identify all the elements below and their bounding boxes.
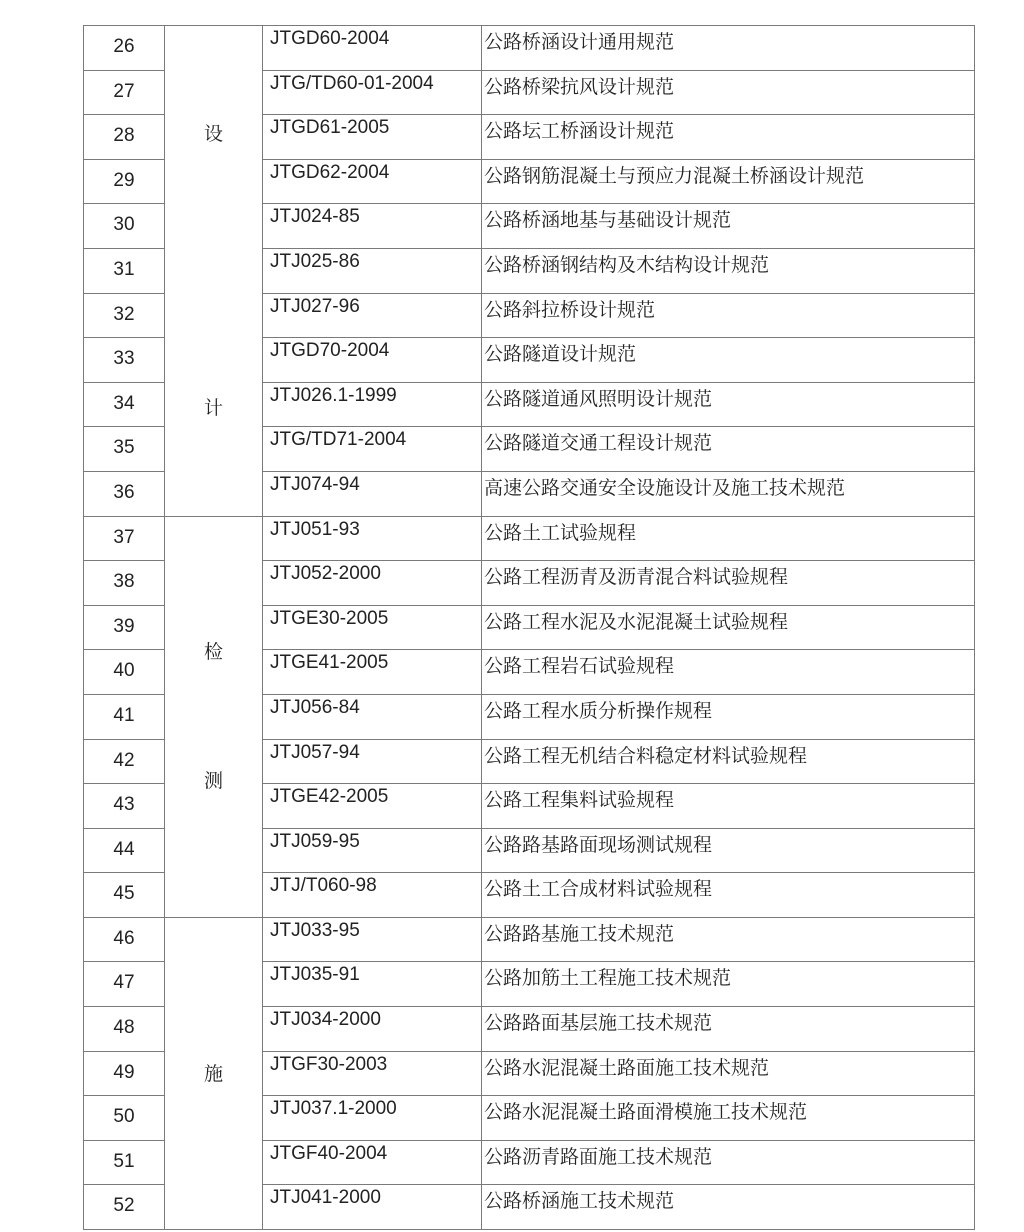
standard-title: 公路钢筋混凝土与预应力混凝土桥涵设计规范: [482, 159, 975, 204]
row-number: 32: [84, 293, 165, 338]
standard-title: 公路工程岩石试验规程: [482, 650, 975, 695]
standard-title: 公路坛工桥涵设计规范: [482, 115, 975, 160]
standard-title: 公路工程水泥及水泥混凝土试验规程: [482, 605, 975, 650]
row-number: 41: [84, 694, 165, 739]
row-number: 50: [84, 1096, 165, 1141]
table-row: [84, 917, 975, 962]
row-number: 38: [84, 561, 165, 606]
standard-code: JTJ033-95: [263, 917, 482, 962]
standard-title: 公路水泥混凝土路面施工技术规范: [482, 1051, 975, 1096]
standard-code: JTJ027-96: [263, 293, 482, 338]
row-number: 35: [84, 427, 165, 472]
row-number: 49: [84, 1051, 165, 1096]
row-number: 36: [84, 471, 165, 516]
standard-title: 公路土工试验规程: [482, 516, 975, 561]
standard-title: 公路路基路面现场测试规程: [482, 828, 975, 873]
row-number: 27: [84, 70, 165, 115]
category-char: 施: [203, 1062, 223, 1085]
standards-table-body: [84, 26, 975, 1230]
standard-title: 公路隧道通风照明设计规范: [482, 382, 975, 427]
row-number: 31: [84, 248, 165, 293]
row-number: 33: [84, 338, 165, 383]
row-number: 28: [84, 115, 165, 160]
row-number: 47: [84, 962, 165, 1007]
row-number: 30: [84, 204, 165, 249]
standard-title: 公路斜拉桥设计规范: [482, 293, 975, 338]
standard-code: JTGE30-2005: [263, 605, 482, 650]
row-number: 45: [84, 873, 165, 918]
category-cell-design: [165, 26, 263, 517]
standard-code: JTJ035-91: [263, 962, 482, 1007]
standard-code: JTJ025-86: [263, 248, 482, 293]
standard-title: 公路隧道设计规范: [482, 338, 975, 383]
category-cell-testing: [165, 516, 263, 917]
standard-title: 公路桥涵施工技术规范: [482, 1185, 975, 1230]
standard-code: JTJ057-94: [263, 739, 482, 784]
standard-code: JTGE42-2005: [263, 784, 482, 829]
standards-table: [83, 25, 975, 1230]
standard-title: 公路路基施工技术规范: [482, 917, 975, 962]
standard-title: 公路桥涵钢结构及木结构设计规范: [482, 248, 975, 293]
standard-title: 公路沥青路面施工技术规范: [482, 1140, 975, 1185]
standard-code: JTGD61-2005: [263, 115, 482, 160]
standard-title: 公路工程无机结合料稳定材料试验规程: [482, 739, 975, 784]
standard-code: JTJ056-84: [263, 694, 482, 739]
standard-code: JTGE41-2005: [263, 650, 482, 695]
row-number: 42: [84, 739, 165, 784]
standard-title: 公路桥涵设计通用规范: [482, 26, 975, 71]
standard-title: 公路工程集料试验规程: [482, 784, 975, 829]
standard-code: JTG/TD60-01-2004: [263, 70, 482, 115]
row-number: 48: [84, 1007, 165, 1052]
standard-code: JTJ059-95: [263, 828, 482, 873]
standard-title: 公路隧道交通工程设计规范: [482, 427, 975, 472]
standard-title: 公路桥涵地基与基础设计规范: [482, 204, 975, 249]
standard-code: JTJ051-93: [263, 516, 482, 561]
standard-code: JTJ026.1-1999: [263, 382, 482, 427]
category-char: 检: [203, 640, 223, 663]
standard-code: JTJ/T060-98: [263, 873, 482, 918]
row-number: 29: [84, 159, 165, 204]
category-char: 设: [203, 123, 223, 145]
standard-title: 公路加筋土工程施工技术规范: [482, 962, 975, 1007]
row-number: 26: [84, 26, 165, 71]
standard-code: JTJ052-2000: [263, 561, 482, 606]
standard-title: 公路路面基层施工技术规范: [482, 1007, 975, 1052]
row-number: 37: [84, 516, 165, 561]
standard-code: JTGF40-2004: [263, 1140, 482, 1185]
row-number: 46: [84, 917, 165, 962]
standard-code: JTGD60-2004: [263, 26, 482, 71]
standard-code: JTJ041-2000: [263, 1185, 482, 1230]
table-row: [84, 26, 975, 71]
standard-code: JTJ074-94: [263, 471, 482, 516]
row-number: 34: [84, 382, 165, 427]
standard-code: JTGD70-2004: [263, 338, 482, 383]
standard-code: JTJ037.1-2000: [263, 1096, 482, 1141]
category-char: 计: [203, 397, 223, 419]
standard-code: JTJ034-2000: [263, 1007, 482, 1052]
row-number: 39: [84, 605, 165, 650]
standard-code: JTG/TD71-2004: [263, 427, 482, 472]
row-number: 44: [84, 828, 165, 873]
standard-title: 公路工程沥青及沥青混合料试验规程: [482, 561, 975, 606]
category-char: 测: [203, 769, 223, 792]
category-cell-construction: [165, 917, 263, 1229]
row-number: 43: [84, 784, 165, 829]
standard-code: JTJ024-85: [263, 204, 482, 249]
standard-title: 高速公路交通安全设施设计及施工技术规范: [482, 471, 975, 516]
standard-title: 公路土工合成材料试验规程: [482, 873, 975, 918]
standard-title: 公路水泥混凝土路面滑模施工技术规范: [482, 1096, 975, 1141]
standard-title: 公路桥梁抗风设计规范: [482, 70, 975, 115]
row-number: 40: [84, 650, 165, 695]
standard-code: JTGD62-2004: [263, 159, 482, 204]
table-row: [84, 516, 975, 561]
standard-title: 公路工程水质分析操作规程: [482, 694, 975, 739]
row-number: 52: [84, 1185, 165, 1230]
row-number: 51: [84, 1140, 165, 1185]
standard-code: JTGF30-2003: [263, 1051, 482, 1096]
